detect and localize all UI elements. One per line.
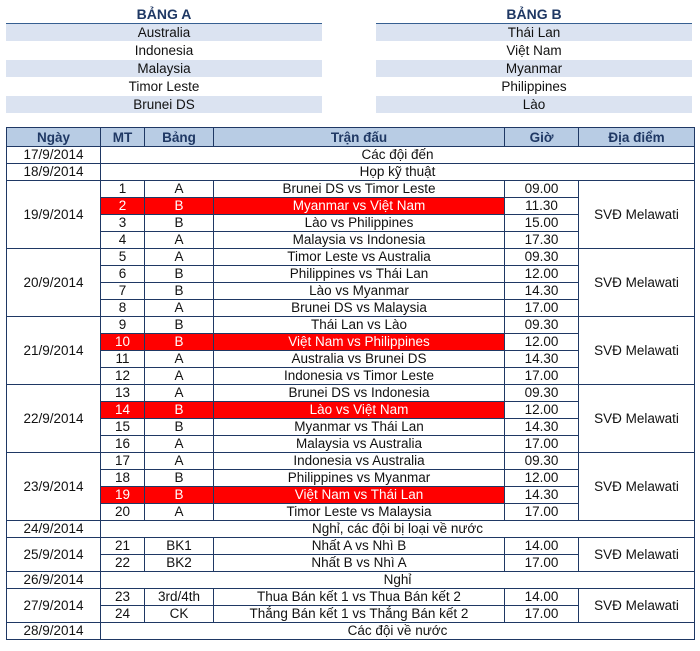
match-number-cell: 8	[101, 300, 145, 317]
match-cell: Việt Nam vs Philippines	[214, 334, 505, 351]
group-cell: A	[145, 368, 214, 385]
match-number-cell: 21	[101, 538, 145, 555]
schedule-table	[6, 127, 695, 640]
match-cell: Nhất B vs Nhì A	[214, 555, 505, 572]
time-cell: 12.00	[505, 334, 579, 351]
header-venue: Địa điểm	[579, 128, 695, 147]
match-cell: Thắng Bán kết 1 vs Thắng Bán kết 2	[214, 606, 505, 623]
match-cell: Malaysia vs Australia	[214, 436, 505, 453]
date-cell: 28/9/2014	[7, 623, 101, 640]
day-note-row	[7, 164, 695, 181]
venue-cell: SVĐ Melawati	[579, 317, 695, 385]
time-cell: 17.00	[505, 436, 579, 453]
match-number-cell: 13	[101, 385, 145, 402]
group-cell: B	[145, 215, 214, 232]
group-cell: A	[145, 249, 214, 266]
match-number-cell: 12	[101, 368, 145, 385]
group-cell: A	[145, 300, 214, 317]
day-note-row	[7, 147, 695, 164]
time-cell: 17.30	[505, 232, 579, 249]
match-cell: Timor Leste vs Malaysia	[214, 504, 505, 521]
match-number-cell: 24	[101, 606, 145, 623]
match-number-cell: 19	[101, 487, 145, 504]
time-cell: 09.00	[505, 181, 579, 198]
match-cell: Brunei DS vs Malaysia	[214, 300, 505, 317]
time-cell: 14.30	[505, 351, 579, 368]
group-cell: B	[145, 266, 214, 283]
match-row	[7, 453, 695, 470]
time-cell: 09.30	[505, 385, 579, 402]
match-number-cell: 23	[101, 589, 145, 606]
date-cell: 19/9/2014	[7, 181, 101, 249]
group-a-panel	[6, 6, 322, 114]
group-cell: 3rd/4th	[145, 589, 214, 606]
match-number-cell: 5	[101, 249, 145, 266]
header-time: Giờ	[505, 128, 579, 147]
venue-cell: SVĐ Melawati	[579, 538, 695, 572]
schedule-header-row	[7, 128, 695, 147]
match-number-cell: 3	[101, 215, 145, 232]
venue-cell: SVĐ Melawati	[579, 589, 695, 623]
match-cell: Australia vs Brunei DS	[214, 351, 505, 368]
time-cell: 14.30	[505, 419, 579, 436]
time-cell: 17.00	[505, 300, 579, 317]
match-cell: Malaysia vs Indonesia	[214, 232, 505, 249]
group-b-panel	[376, 6, 692, 114]
day-note-row	[7, 572, 695, 589]
time-cell: 17.00	[505, 368, 579, 385]
group-cell: BK1	[145, 538, 214, 555]
day-note-cell: Các đội về nước	[101, 623, 695, 640]
match-cell: Thua Bán kết 1 vs Thua Bán kết 2	[214, 589, 505, 606]
match-cell: Việt Nam vs Thái Lan	[214, 487, 505, 504]
venue-cell: SVĐ Melawati	[579, 385, 695, 453]
date-cell: 27/9/2014	[7, 589, 101, 623]
time-cell: 09.30	[505, 317, 579, 334]
time-cell: 17.00	[505, 555, 579, 572]
group-cell: B	[145, 419, 214, 436]
group-b-title: BẢNG B	[376, 6, 692, 24]
time-cell: 12.00	[505, 266, 579, 283]
group-b-team: Lào	[376, 96, 692, 114]
match-number-cell: 4	[101, 232, 145, 249]
match-cell: Thái Lan vs Lào	[214, 317, 505, 334]
match-number-cell: 17	[101, 453, 145, 470]
match-number-cell: 20	[101, 504, 145, 521]
match-row	[7, 317, 695, 334]
match-cell: Lào vs Philippines	[214, 215, 505, 232]
match-row	[7, 385, 695, 402]
venue-cell: SVĐ Melawati	[579, 249, 695, 317]
match-number-cell: 9	[101, 317, 145, 334]
group-cell: A	[145, 504, 214, 521]
group-cell: A	[145, 385, 214, 402]
time-cell: 09.30	[505, 249, 579, 266]
match-cell: Myanmar vs Thái Lan	[214, 419, 505, 436]
match-cell: Lào vs Việt Nam	[214, 402, 505, 419]
match-number-cell: 10	[101, 334, 145, 351]
group-b-team: Myanmar	[376, 60, 692, 78]
group-a-team: Indonesia	[6, 42, 322, 60]
time-cell: 12.00	[505, 402, 579, 419]
venue-cell: SVĐ Melawati	[579, 181, 695, 249]
date-cell: 25/9/2014	[7, 538, 101, 572]
header-date: Ngày	[7, 128, 101, 147]
group-b-team: Việt Nam	[376, 42, 692, 60]
match-row	[7, 181, 695, 198]
group-cell: B	[145, 402, 214, 419]
time-cell: 12.00	[505, 470, 579, 487]
date-cell: 26/9/2014	[7, 572, 101, 589]
group-cell: B	[145, 487, 214, 504]
time-cell: 14.00	[505, 589, 579, 606]
match-number-cell: 22	[101, 555, 145, 572]
group-a-team: Brunei DS	[6, 96, 322, 114]
day-note-cell: Nghỉ	[101, 572, 695, 589]
schedule-body	[7, 147, 695, 640]
match-row	[7, 589, 695, 606]
date-cell: 24/9/2014	[7, 521, 101, 538]
match-cell: Philippines vs Myanmar	[214, 470, 505, 487]
match-row	[7, 538, 695, 555]
match-number-cell: 15	[101, 419, 145, 436]
match-cell: Indonesia vs Timor Leste	[214, 368, 505, 385]
date-cell: 22/9/2014	[7, 385, 101, 453]
match-number-cell: 6	[101, 266, 145, 283]
group-a-title: BẢNG A	[6, 6, 322, 24]
time-cell: 17.00	[505, 606, 579, 623]
time-cell: 14.30	[505, 283, 579, 300]
group-cell: A	[145, 453, 214, 470]
time-cell: 11.30	[505, 198, 579, 215]
time-cell: 15.00	[505, 215, 579, 232]
group-cell: B	[145, 198, 214, 215]
group-a-team: Malaysia	[6, 60, 322, 78]
group-cell: A	[145, 181, 214, 198]
time-cell: 09.30	[505, 453, 579, 470]
group-cell: B	[145, 470, 214, 487]
group-b-team: Thái Lan	[376, 24, 692, 42]
date-cell: 23/9/2014	[7, 453, 101, 521]
group-b-team: Philippines	[376, 78, 692, 96]
header-match-no: MT	[101, 128, 145, 147]
day-note-cell: Nghỉ, các đội bị loại về nước	[101, 521, 695, 538]
match-number-cell: 18	[101, 470, 145, 487]
venue-cell: SVĐ Melawati	[579, 453, 695, 521]
group-cell: B	[145, 317, 214, 334]
group-cell: B	[145, 334, 214, 351]
time-cell: 14.30	[505, 487, 579, 504]
group-a-team: Australia	[6, 24, 322, 42]
group-cell: B	[145, 283, 214, 300]
match-number-cell: 7	[101, 283, 145, 300]
header-match: Trận đấu	[214, 128, 505, 147]
header-group: Bảng	[145, 128, 214, 147]
match-row	[7, 249, 695, 266]
match-number-cell: 16	[101, 436, 145, 453]
date-cell: 21/9/2014	[7, 317, 101, 385]
day-note-cell: Các đội đến	[101, 147, 695, 164]
group-cell: A	[145, 351, 214, 368]
date-cell: 20/9/2014	[7, 249, 101, 317]
group-cell: A	[145, 436, 214, 453]
group-cell: BK2	[145, 555, 214, 572]
match-cell: Lào vs Myanmar	[214, 283, 505, 300]
day-note-cell: Họp kỹ thuật	[101, 164, 695, 181]
group-a-team: Timor Leste	[6, 78, 322, 96]
group-cell: A	[145, 232, 214, 249]
match-cell: Myanmar vs Việt Nam	[214, 198, 505, 215]
time-cell: 17.00	[505, 504, 579, 521]
match-number-cell: 1	[101, 181, 145, 198]
match-number-cell: 2	[101, 198, 145, 215]
match-cell: Philippines vs Thái Lan	[214, 266, 505, 283]
group-cell: CK	[145, 606, 214, 623]
date-cell: 18/9/2014	[7, 164, 101, 181]
match-cell: Brunei DS vs Timor Leste	[214, 181, 505, 198]
day-note-row	[7, 623, 695, 640]
date-cell: 17/9/2014	[7, 147, 101, 164]
day-note-row	[7, 521, 695, 538]
match-cell: Brunei DS vs Indonesia	[214, 385, 505, 402]
match-cell: Nhất A vs Nhì B	[214, 538, 505, 555]
match-cell: Timor Leste vs Australia	[214, 249, 505, 266]
match-number-cell: 14	[101, 402, 145, 419]
match-cell: Indonesia vs Australia	[214, 453, 505, 470]
time-cell: 14.00	[505, 538, 579, 555]
match-number-cell: 11	[101, 351, 145, 368]
